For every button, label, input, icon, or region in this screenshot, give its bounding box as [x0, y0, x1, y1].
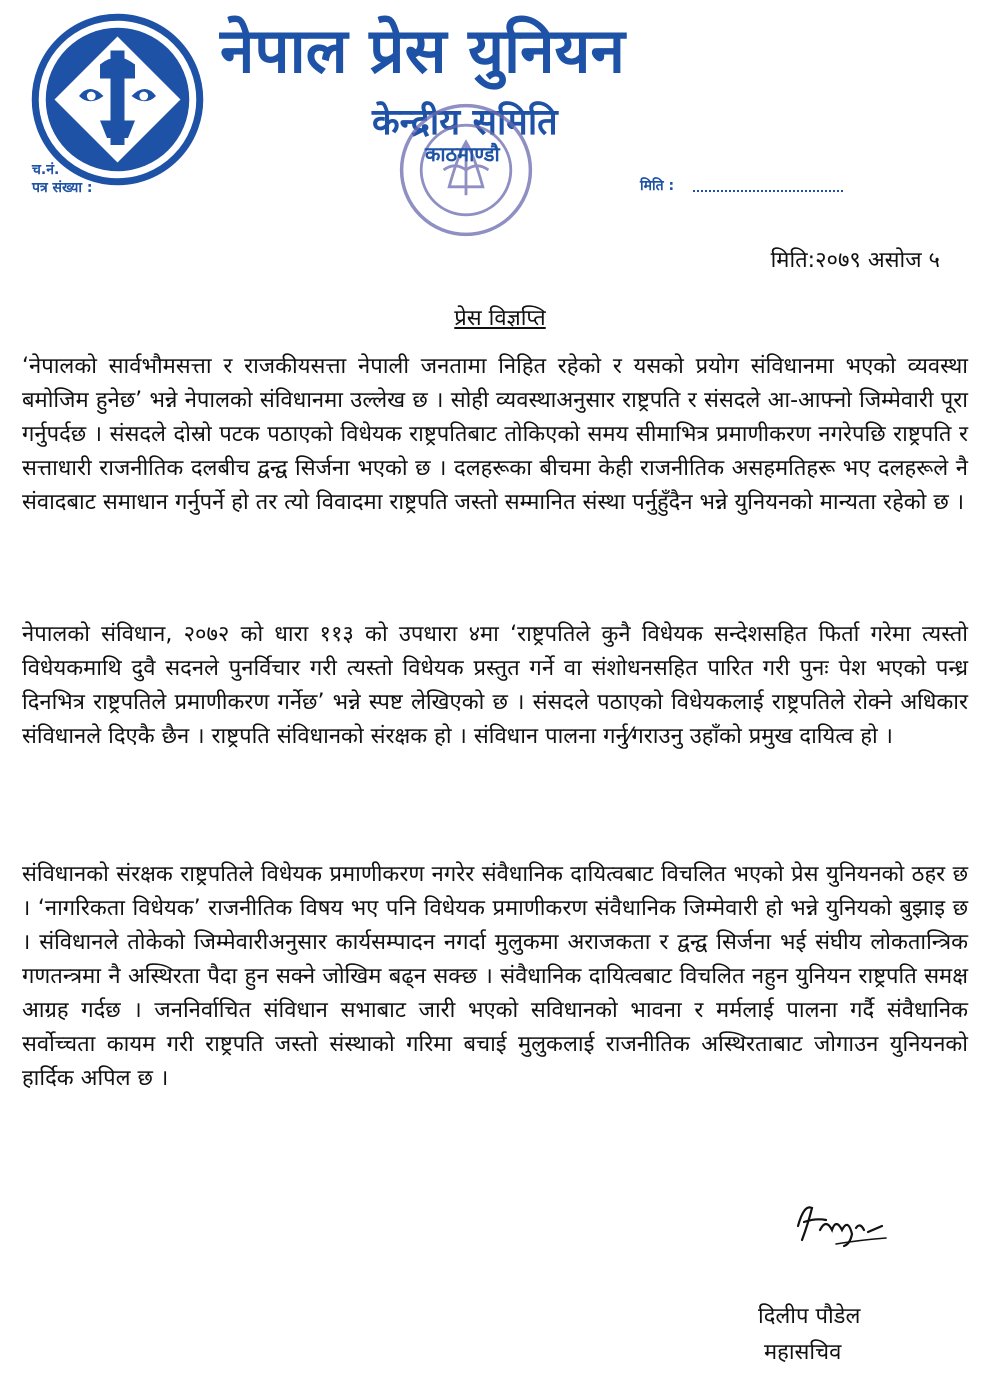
- signatory-name: दिलीप पौडेल: [758, 1304, 861, 1329]
- committee-name: केन्द्रीय समिति: [372, 102, 558, 143]
- organization-seal-stamp: [396, 100, 536, 240]
- signatory-title: महासचिव: [764, 1340, 842, 1365]
- paragraph: संविधानको संरक्षक राष्ट्रपतिले विधेयक प्रमाणीकरण नगरेर संवैधानिक दायित्वबाट विचलित भएको प्रेस युनियनको ठहर छ । ‘नागरिकता विधेयक’ राजनीतिक विषय भए पनि विधेयक प्रमाणीकरण संवैधानिक जिम्मेवारी हो भन्ने युनियको बुझाइ छ । संविधानले तोकेको जिम्मेवारीअनुसार कार्यसम्पादन नगर्दा मुलुकमा अराजकता र द्वन्द्व सिर्जना भई संघीय लोकतान्त्रिक गणतन्त्रमा नै अस्थिरता पैदा हुन सक्ने जोखिम बढ्न सक्छ । संवैधानिक दायित्वबाट विचलित नहुन युनियन राष्ट्रपति समक्ष आग्रह गर्दछ । जननिर्वाचित संविधान सभाबाट जारी भएको सविधानको भावना र मर्मलाई पालना गर्दै संवैधानिक सर्वोच्चता कायम गरी राष्ट्रपति जस्तो संस्थाको गरिमा बचाई मुलुकलाई राजनीतिक अस्थिरताबाट जोगाउन युनियनको हार्दिक अपिल छ ।: [22, 862, 968, 1091]
- organization-name: नेपाल प्रेस युनियन: [220, 14, 625, 87]
- letterhead-date-label: मिति :: [640, 178, 675, 194]
- paragraph: नेपालको संविधान, २०७२ को धारा ११३ को उपधारा ४मा ‘राष्ट्रपतिले कुनै विधेयक सन्देशसहित फिर्ता गरेमा त्यस्तो विधेयकमाथि दुवै सदनले पुनर्विचार गरी त्यस्तो विधेयक प्रस्तुत गर्ने वा संशोधनसहित पारित गरी पुनः पेश भएको पन्ध्र दिनभित्र राष्ट्रपतिले प्रमाणीकरण गर्नेछ’ भन्ने स्पष्ट लेखिएको छ । संसदले पठाएको विधेयकलाई राष्ट्रपतिले रोक्ने अधिकार संविधानले दिएकै छैन । राष्ट्रपति संविधानको संरक्षक हो । संविधान पालना गर्नु⁄गराउनु उहाँको प्रमुख दायित्व हो ।: [22, 622, 968, 749]
- document-date: मिति:२०७९ असोज ५: [770, 248, 940, 273]
- date-blank-line: [693, 190, 843, 192]
- handwritten-signature: [790, 1196, 900, 1256]
- letter-number-label: पत्र संख्या :: [32, 180, 93, 196]
- paragraph: ‘नेपालको सार्वभौमसत्ता र राजकीयसत्ता नेपाली जनतामा निहित रहेको र यसको प्रयोग संविधानमा भएको व्यवस्था बमोजिम हुनेछ’ भन्ने नेपालको संविधानमा उल्लेख छ । सोही व्यवस्थाअनुसार राष्ट्रपति र संसदले आ-आफ्नो जिम्मेवारी पूरा गर्नुपर्दछ । संसदले दोस्रो पटक पठाएको विधेयक राष्ट्रपतिबाट तोकिएको समय सीमाभित्र प्रमाणीकरण नगरेपछि राष्ट्रपति र सत्ताधारी राजनीतिक दलबीच द्वन्द्व सिर्जना भएको छ । दलहरूका बीचमा केही राजनीतिक असहमतिहरू भए दलहरूले नै संवादबाट समाधान गर्नुपर्ने हो तर त्यो विवादमा राष्ट्रपति जस्तो सम्मानित संस्था पर्नुहुँदैन भन्ने युनियनको मान्यता रहेको छ ।: [22, 354, 968, 515]
- document-title-text: प्रेस विज्ञप्ति: [454, 306, 546, 331]
- reference-number-label: च.नं.: [32, 162, 60, 178]
- document-title: [0, 302, 1000, 332]
- letterhead: [0, 0, 1000, 250]
- place-name: काठमाण्डौ: [425, 142, 500, 166]
